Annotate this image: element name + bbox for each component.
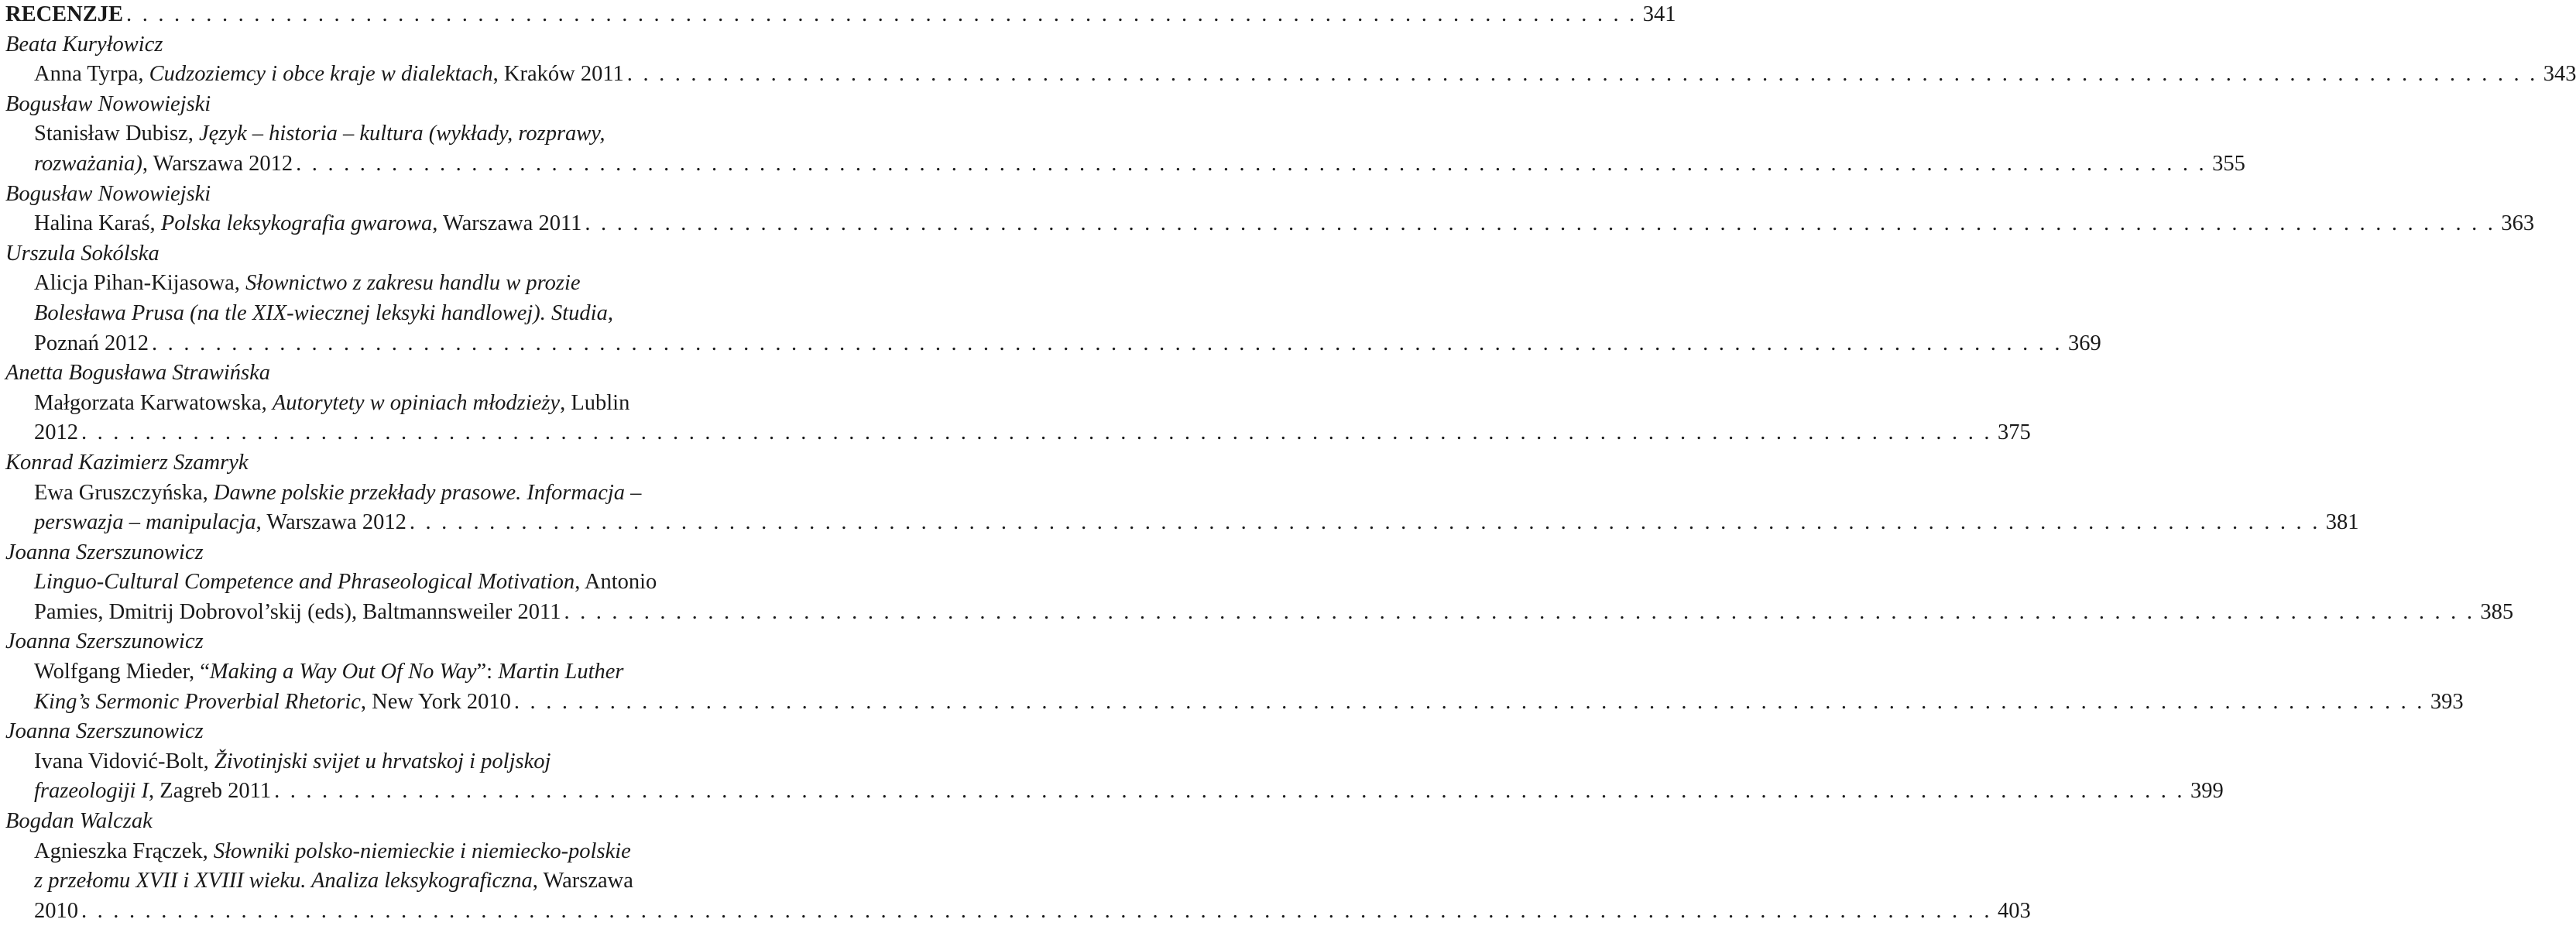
review-entry: [5, 358, 2031, 448]
work-text-segment: 2010: [34, 898, 78, 923]
section-page-number: 341: [1642, 2, 1676, 26]
reviewed-work-line: [5, 508, 2359, 538]
work-text-segment: Wolfgang Mieder, “: [34, 660, 210, 684]
reviewed-work-text: [34, 329, 149, 359]
work-title-segment: z przełomu XVII i XVIII wieku. Analiza leksykograficzna: [34, 869, 533, 893]
page-number: 355: [2212, 151, 2245, 176]
reviewer-name: Bogusław Nowowiejski: [5, 181, 211, 206]
dot-leader: . . . . . . . . . . . . . . . . . . . . . . . . . . . . . . . . . . . . . . . . . . . . . . . . . . . . . . . . . . . . . . . . . . . . . . . . . . . . . . . . . . . . . . . . . . . . . . . . . . . . . . . . . . . . . . . . . . . . . . . .: [274, 779, 2185, 804]
reviewed-work-text: [34, 866, 633, 897]
work-title-segment: rozważania): [34, 151, 142, 176]
reviewed-work-text: [34, 269, 581, 299]
reviewed-work-line: [5, 837, 743, 867]
dot-leader: . . . . . . . . . . . . . . . . . . . . . . . . . . . . . . . . . . . . . . . . . . . . . . . . . . . . . . . . . . . . . . . . . . . . . . . . . . . . . . . . . . . . . . . . . . . . . . . . . . . . . . . . . . . . . . . . . . . . . . . .: [152, 331, 2063, 355]
reviewed-work-line: [5, 657, 743, 688]
reviewed-work-line: [5, 568, 743, 598]
work-title-segment: Słownictwo z zakresu handlu w prozie: [245, 271, 581, 296]
reviewer-name: Urszula Sokólska: [5, 241, 159, 266]
work-text-segment: , Warszawa 2012: [256, 510, 406, 535]
dot-leader: . . . . . . . . . . . . . . . . . . . . . . . . . . . . . . . . . . . . . . . . . . . . . . . . . . . . . . . . . . . . . . . . . . . . . . . . . . . . . . . . . . . . . . . . . . . . . . . . . . . . . . . . . . . . . . . . . . . . . . . .: [409, 510, 2320, 535]
reviewed-work-text: [34, 657, 624, 688]
review-entry: [5, 717, 2224, 807]
work-title-segment: perswazja – manipulacja: [34, 510, 256, 535]
work-text-segment: Ewa Gruszczyńska,: [34, 480, 214, 505]
reviewer-name: Joanna Szerszunowicz: [5, 540, 204, 564]
work-title-segment: Autorytety w opiniach młodzieży: [272, 390, 561, 415]
section-title: RECENZJE: [5, 2, 124, 26]
work-title-segment: Making a Way Out Of No Way: [209, 660, 477, 684]
dot-leader: . . . . . . . . . . . . . . . . . . . . . . . . . . . . . . . . . . . . . . . . . . . . . . . . . . . . . . . . . . . . . . . . . . . . . . . . . . . . . . . . . . . . . . . . . . . . . . . . . . . . . . . . . . . . . . . . . . . . . . . .: [626, 62, 2538, 87]
page-number: 375: [1997, 420, 2031, 445]
review-entry: [5, 627, 2464, 717]
reviewed-work-line: [5, 478, 743, 509]
reviewer-name: Beata Kuryłowicz: [5, 32, 163, 57]
work-text-segment: Alicja Pihan-Kijasowa,: [34, 271, 246, 296]
page-number: 385: [2480, 599, 2514, 624]
work-text-segment: , New York 2010: [360, 689, 511, 714]
reviewed-work-text: [34, 389, 629, 419]
work-text-segment: Poznań 2012: [34, 331, 149, 355]
work-text-segment: Halina Karaś,: [34, 211, 161, 236]
page-number: 369: [2067, 331, 2101, 355]
reviewer-name: Anetta Bogusława Strawińska: [5, 361, 270, 386]
reviewed-work-line: [5, 418, 2031, 448]
work-text-segment: , Kraków 2011: [492, 62, 624, 87]
reviewed-work-text: [34, 478, 641, 509]
reviewed-work-text: [34, 209, 581, 239]
page-number: 343: [2543, 62, 2576, 87]
reviewed-work-text: [34, 119, 605, 149]
reviewed-work-line: [5, 149, 2245, 180]
work-text-segment: , Warszawa 2012: [142, 151, 293, 176]
work-title-segment: Životinjski svijet u hrvatskoj i poljskoj: [214, 749, 551, 773]
work-text-segment: , Warszawa: [532, 869, 633, 893]
work-text-segment: , Lublin: [560, 390, 630, 415]
reviewed-work-line: [5, 329, 2101, 359]
review-entry: [5, 180, 2535, 239]
work-text-segment: ”:: [476, 660, 499, 684]
dot-leader: . . . . . . . . . . . . . . . . . . . . . . . . . . . . . . . . . . . . . . . . . . . . . . . . . . . . . . . . . . . . . . . . . . . . . . . . . . . . . . . . . . . . . . . . . . . . . . .: [126, 2, 1638, 26]
work-text-segment: , Antonio: [575, 570, 657, 595]
work-text-segment: Pamies, Dmitrij Dobrovol’skij (eds), Baltmannsweiler 2011: [34, 599, 561, 624]
reviewer-name: Joanna Szerszunowicz: [5, 629, 204, 654]
review-entry: [5, 807, 2031, 926]
dot-leader: . . . . . . . . . . . . . . . . . . . . . . . . . . . . . . . . . . . . . . . . . . . . . . . . . . . . . . . . . . . . . . . . . . . . . . . . . . . . . . . . . . . . . . . . . . . . . . . . . . . . . . . . . . . . . . . . . . . . . . . .: [564, 599, 2475, 624]
reviewed-work-text: [34, 60, 624, 90]
reviewed-work-line: [5, 777, 2224, 807]
reviewed-work-text: [34, 598, 561, 628]
reviewed-work-text: [34, 418, 78, 448]
work-text-segment: , Warszawa 2011: [432, 211, 582, 236]
work-text-segment: Anna Tyrpa,: [34, 62, 149, 87]
reviewed-work-line: [5, 269, 743, 299]
review-entry: [5, 448, 2359, 538]
work-title-segment: Słowniki polsko-niemieckie i niemiecko-polskie: [213, 839, 631, 863]
reviewer-name: Konrad Kazimierz Szamryk: [5, 450, 249, 475]
reviewer-name: Joanna Szerszunowicz: [5, 719, 204, 744]
reviewed-work-text: [34, 688, 511, 718]
page-number: 399: [2190, 779, 2224, 804]
reviewed-work-line: [5, 299, 743, 329]
reviewed-work-text: [34, 149, 293, 180]
work-title-segment: Linguo-Cultural Competence and Phraseological Motivation: [34, 570, 575, 595]
reviewed-work-line: [5, 389, 743, 419]
work-text-segment: Ivana Vidović-Bolt,: [34, 749, 214, 773]
review-entry: [5, 538, 2514, 628]
reviewer-name: Bogusław Nowowiejski: [5, 91, 211, 116]
work-text-segment: Małgorzata Karwatowska,: [34, 390, 273, 415]
dot-leader: . . . . . . . . . . . . . . . . . . . . . . . . . . . . . . . . . . . . . . . . . . . . . . . . . . . . . . . . . . . . . . . . . . . . . . . . . . . . . . . . . . . . . . . . . . . . . . . . . . . . . . . . . . . . . . . . . . . . . . . .: [296, 151, 2207, 176]
reviewed-work-text: [34, 508, 406, 538]
work-title-segment: Cudzoziemcy i obce kraje w dialektach: [149, 62, 493, 87]
work-text-segment: Agnieszka Frączek,: [34, 839, 214, 863]
work-title-segment: King’s Sermonic Proverbial Rhetoric: [34, 689, 361, 714]
reviewed-work-line: [5, 897, 2031, 927]
reviewed-work-line: [5, 209, 2535, 239]
reviewed-work-line: [5, 747, 743, 777]
work-title-segment: Martin Luther: [498, 660, 624, 684]
reviewer-name: Bogdan Walczak: [5, 809, 153, 834]
work-title-segment: Język – historia – kultura (wykłady, rozprawy,: [198, 122, 605, 146]
dot-leader: . . . . . . . . . . . . . . . . . . . . . . . . . . . . . . . . . . . . . . . . . . . . . . . . . . . . . . . . . . . . . . . . . . . . . . . . . . . . . . . . . . . . . . . . . . . . . . . . . . . . . . . . . . . . . . . . . . . . . . . .: [585, 211, 2496, 236]
reviewed-work-line: [5, 598, 2514, 628]
table-of-contents: [5, 0, 2576, 926]
review-entry: [5, 90, 2245, 180]
page-number: 363: [2501, 211, 2535, 236]
work-title-segment: Bolesława Prusa (na tle XIX-wiecznej leksyki handlowej). Studia,: [34, 300, 613, 325]
reviewed-work-text: [34, 747, 551, 777]
reviewed-work-line: [5, 866, 743, 897]
work-title-segment: Dawne polskie przekłady prasowe. Informacja –: [213, 480, 642, 505]
reviewed-work-line: [5, 60, 2576, 90]
reviewed-work-line: [5, 119, 743, 149]
reviewed-work-text: [34, 299, 613, 329]
reviewed-work-text: [34, 897, 78, 927]
work-text-segment: Stanisław Dubisz,: [34, 122, 199, 146]
page-number: 403: [1997, 898, 2031, 923]
reviewed-work-text: [34, 568, 657, 598]
work-text-segment: , Zagreb 2011: [149, 779, 272, 804]
review-entry: [5, 239, 2101, 358]
page-number: 381: [2325, 510, 2359, 535]
section-heading: [5, 0, 1676, 30]
reviewed-work-line: [5, 688, 2464, 718]
dot-leader: . . . . . . . . . . . . . . . . . . . . . . . . . . . . . . . . . . . . . . . . . . . . . . . . . . . . . . . . . . . . . . . . . . . . . . . . . . . . . . . . . . . . . . . . . . . . . . . . . . . . . . . . . . . . . . . . . . . . . . . .: [513, 689, 2425, 714]
work-title-segment: Polska leksykografia gwarowa: [160, 211, 433, 236]
page-number: 393: [2430, 689, 2464, 714]
dot-leader: . . . . . . . . . . . . . . . . . . . . . . . . . . . . . . . . . . . . . . . . . . . . . . . . . . . . . . . . . . . . . . . . . . . . . . . . . . . . . . . . . . . . . . . . . . . . . . . . . . . . . . . . . . . . . . . . . . . . . . . .: [81, 898, 1992, 923]
reviewed-work-text: [34, 837, 631, 867]
dot-leader: . . . . . . . . . . . . . . . . . . . . . . . . . . . . . . . . . . . . . . . . . . . . . . . . . . . . . . . . . . . . . . . . . . . . . . . . . . . . . . . . . . . . . . . . . . . . . . . . . . . . . . . . . . . . . . . . . . . . . . . .: [81, 420, 1992, 445]
work-title-segment: frazeologiji I: [34, 779, 149, 804]
reviewed-work-text: [34, 777, 271, 807]
work-text-segment: 2012: [34, 420, 78, 445]
review-entry: [5, 30, 2576, 90]
